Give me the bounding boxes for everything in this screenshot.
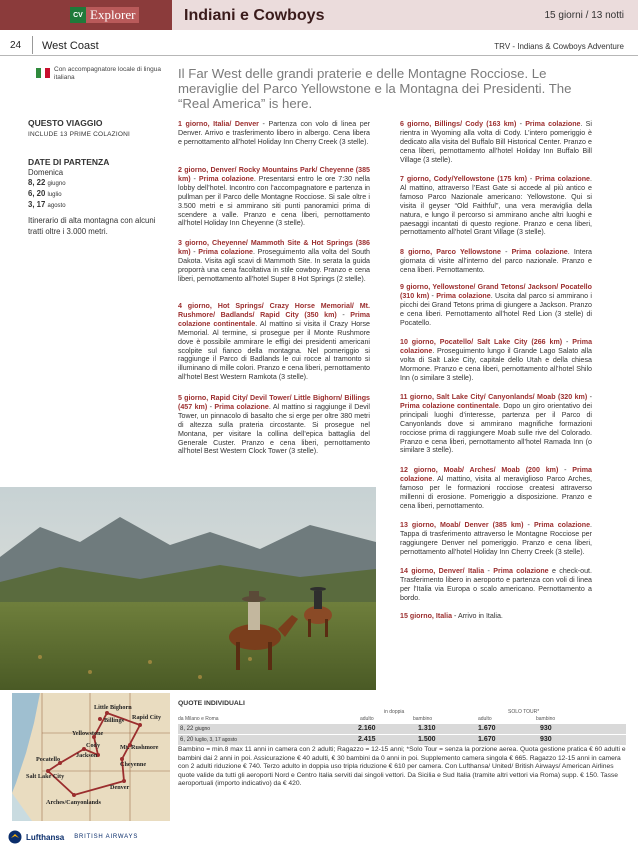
map-label: Yellowstone [72,730,104,737]
departure-date: 3, 17 agosto [28,200,66,209]
departure-date: 8, 22 giugno [28,178,66,187]
price-cell: 2.160 [358,725,376,732]
page-number: 24 [10,40,22,51]
map-label: Arches/Canyonlands [46,799,101,806]
italian-flag-icon [36,68,50,78]
explorer-logo-text: Explorer [86,7,139,23]
map-label: Cheyenne [120,761,147,768]
price-cell: 1.500 [418,736,436,743]
price-row-bg [178,724,626,734]
map-label: Mt. Rushmore [120,744,159,751]
guide-note: Con accompagnatore locale di lingua italiana [54,66,161,81]
crane-icon [8,830,22,844]
day-entry: 6 giorno, Billings/ Cody (163 km) - Prima colazione. Si rientra in Wyoming alla volta di Cody. L’intero pomeriggio è dedicato alla visita del Buffalo Bill Historical Center. Pranzo e cena liberi, pernottamento all’hotel Holiday Inn Buffalo Bill Village (3 stelle). [400,120,592,164]
price-cell: 1.670 [478,725,496,732]
cowboys-photo [0,487,376,690]
price-cell: 1.310 [418,725,436,732]
map-label: Little Bighorn [94,704,132,711]
col-adulto: adulto [478,716,492,722]
itinerary-note: Itinerario di alta montagna con alcuni tratti oltre i 3.000 metri. [28,216,156,236]
price-cell: 930 [540,736,552,743]
date-partenza-title: DATE DI PARTENZA [28,157,110,167]
day-entry: 15 giorno, Italia - Arrivo in Italia. [400,612,503,620]
day-entry: 9 giorno, Yellowstone/ Grand Tetons/ Jackson/ Pocatello (310 km) - Prima colazione. Uscita dal parco si ammirano i picchi dei Grand Tetons prima di giungere a Jackson. Pranzo e cena liberi. Pernottamento all’hotel Red Lion (3 stelle) di Pocatello. [400,283,592,327]
map-label: Billings [104,717,124,724]
price-cell: 930 [540,725,552,732]
col-group-doppia: in doppia [384,709,405,715]
col-bambino: bambino [413,716,433,722]
quote-title: QUOTE INDIVIDUALI [178,700,245,707]
col-from: da Milano e Roma [178,716,219,722]
flag-stripe [45,68,50,78]
trip-duration: 15 giorni / 13 notti [544,10,624,21]
departure-day: Domenica [28,168,64,177]
day-entry: 2 giorno, Denver/ Rocky Mountains Park/ Cheyenne (385 km) - Prima colazione. Presentarsi entro le ore 7:30 nella lobby dell’hotel. Incontro con l’accompagnatore e partenza in pullman per il Parco delle Montagne Rocciose. Si sale oltre i 3.500 metri e si ammirano siti punti panoramici prima di scendere a valle. Pranzo e cena liberi, pernottamento all’hotel Holiday Inn Cheyenne (3 stelle). [178,166,370,228]
day-entry: 1 giorno, Italia/ Denver - Partenza con volo di linea per Denver. Arrivo e trasferimento libero in albergo. Cena libera e pernottamento all’hotel Holiday Inn Cherry Creek (3 stelle). [178,120,370,146]
page-title: Indiani e Cowboys [184,7,325,24]
departure-dates [28,168,66,211]
tour-code: TRV - Indians & Cowboys Adventure [494,42,624,51]
british-airways-logo: BRITISH AIRWAYS [74,834,139,840]
map-label: Pocatello [36,756,61,763]
departure-date: 6, 20 luglio [28,189,62,198]
cv-logo-mark: CV [70,7,86,23]
col-bambino: bambino [536,716,556,722]
col-adulto: adulto [360,716,374,722]
map-label: Rapid City [132,714,162,721]
day-entry: 12 giorno, Moab/ Arches/ Moab (200 km) - Prima colazione. Al mattino, visita al meraviglioso Parco Arches, famoso per le formazioni rocciose createsi attraverso millenni di erosione. Pomeriggio a disposizione. Pranzo e cena liberi, pernottamento. [400,466,592,510]
price-notes: Bambino = min.8 max 11 anni in camera con 2 adulti; Ragazzo = 12-15 anni; *Solo Tour = senza la porzione aerea. Quota gestione pratica € 60 adulti e bambini dai 2 anni in poi. Assicurazione € 40 adulti, € 30 bambini da 0 anni in poi. Supplemento camera singola € 665. Ragazzo 12-15 anni in camera con 2 adulti riduzione € 740. Terzo adulto in doppia uso tripla riduzione € 610 per camera. Con Lufthansa/ United/ British Airways/ American Airlines quote valide da tutti gli aeroporti Nord e Centro Italia serviti dai singoli vettori. Da Sicilia e Sud Italia (tramite altri vettori via Roma) supp. € 150. Tasse aeroportuali (importo indicativo) da € 420. [178,746,626,787]
divider [32,36,33,54]
day-entry: 8 giorno, Parco Yellowstone - Prima colazione. Intera giornata di visite all’interno del parco nazionale. Pranzo e cena liberi. Pernottamento. [400,248,592,274]
day-entry: 13 giorno, Moab/ Denver (385 km) - Prima colazione. Tappa di trasferimento attraverso le Montagne Rocciose per raggiungere Denver nel pomeriggio. Pranzo e cena liberi, pernottamento all’hotel Holiday Inn Cherry Creek (3 stelle). [400,521,593,556]
intro-text: Il Far West delle grandi praterie e delle Montagne Rocciose. Le meraviglie del Parco Yellowstone e la Montagna dei Presidenti. The “Real America” is here. [178,66,572,111]
day-entry: 7 giorno, Cody/Yellowstone (175 km) - Prima colazione. Al mattino, attraverso l’East Gate si accede al più antico e famoso Parco Nazionale americano: Yellowstone. Qui si visita il geyser “Old Faithful”, una vera meraviglia della natura, e lungo il percorso si ammirano anche altri luoghi e paesaggi incantati di questo regione. Pranzo e cena liberi, pernottamento all’hotel Grant Village (3 stelle). [400,175,592,237]
questo-viaggio-text: INCLUDE 13 PRIME COLAZIONI [28,131,130,138]
day-entry: 3 giorno, Cheyenne/ Mammoth Site & Hot Springs (386 km) - Prima colazione. Proseguimento alla volta del South Dakota. Visita agli scavi di Mammoth Site. In serata la guida proporrà una cena facoltativa in stile cowboy. Pranzo e cena liberi, pernottamento all’hotel Super 8 Hot Springs (2 stelle). [178,239,370,283]
price-cell: 1.670 [478,736,496,743]
price-row-bg [178,735,626,745]
map-label: Denver [110,784,130,791]
header-rule [0,55,638,56]
day-entry: 10 giorno, Pocatello/ Salt Lake City (266 km) - Prima colazione. Proseguimento lungo il Grande Lago Salato alla volta di Salt Lake City, capitale dello Utah e della chiesa Mormone. Pranzo e cena liberi, pernottamento all’hotel Shilo Inn (o similare 3 stelle). [400,338,593,382]
region-label: West Coast [42,40,99,52]
map-label: Cody [86,742,101,749]
col-group-solo: SOLO TOUR* [508,709,540,715]
explorer-logo [70,7,166,23]
day-entry: 5 giorno, Rapid City/ Devil Tower/ Little Bighorn/ Billings (457 km) - Prima colazione. Al mattino si raggiunge il Devil Tower, un pinnacolo di basalto che si erge per oltre 380 metri di altezza sulla prateria circostante. Si prosegue nel Montana, per visitare la collina dell’epica battaglia del Generale Custer. Pranzo e cena liberi, pernottamento all’hotel Best Western Clock Tower (3 stelle). [178,394,370,456]
price-row-dates: 6, 20 luglio, 3, 17 agosto [180,737,238,743]
day-entry: 11 giorno, Salt Lake City/ Canyonlands/ Moab (320 km) - Prima colazione continentale. Dopo un giro orientativo dei principali luoghi d’interesse, partenza per il Parco di Canyonlands dove si ammirano magnifiche formazioni rocciose prima di raggiungere Moab sulle rive del Colorado. Pranzo e cena liberi, pernottamento all’hotel Ramada Inn (o similare 3 stelle). [400,393,593,455]
airline-logos [8,824,188,850]
day-entry: 4 giorno, Hot Springs/ Crazy Horse Memorial/ Mt. Rushmore/ Badlands/ Rapid City (350 km) - Prima colazione continentale. Al mattino si visita il Crazy Horse Memorial. Al termine, si prosegue per il Monte Rushmore dove è possibile ammirare le effigi dei presidenti americani scolpite sul fianco della montagna. Nel pomeriggio si raggiunge il Parco di Badlands le cui rocce al tramonto si illuminano di mille colori. Pranzo e cena liberi, pernottamento all’hotel Best Western Ramkota (3 stelle). [178,302,370,382]
day-entry: 14 giorno, Denver/ Italia - Prima colazione e check-out. Trasferimento libero in aeroporto e partenza con voli di linea per l’Italia via Europa o scalo americano. Pernottamento a bordo. [400,567,592,602]
map-label: Salt Lake City [26,773,65,780]
lufthansa-logo: Lufthansa [8,830,64,844]
price-row-dates: 8, 22 giugno [180,726,211,732]
questo-viaggio-title: QUESTO VIAGGIO [28,118,103,128]
price-cell: 2.415 [358,736,376,743]
route-map [12,693,170,821]
map-label: Jackson [76,752,98,759]
